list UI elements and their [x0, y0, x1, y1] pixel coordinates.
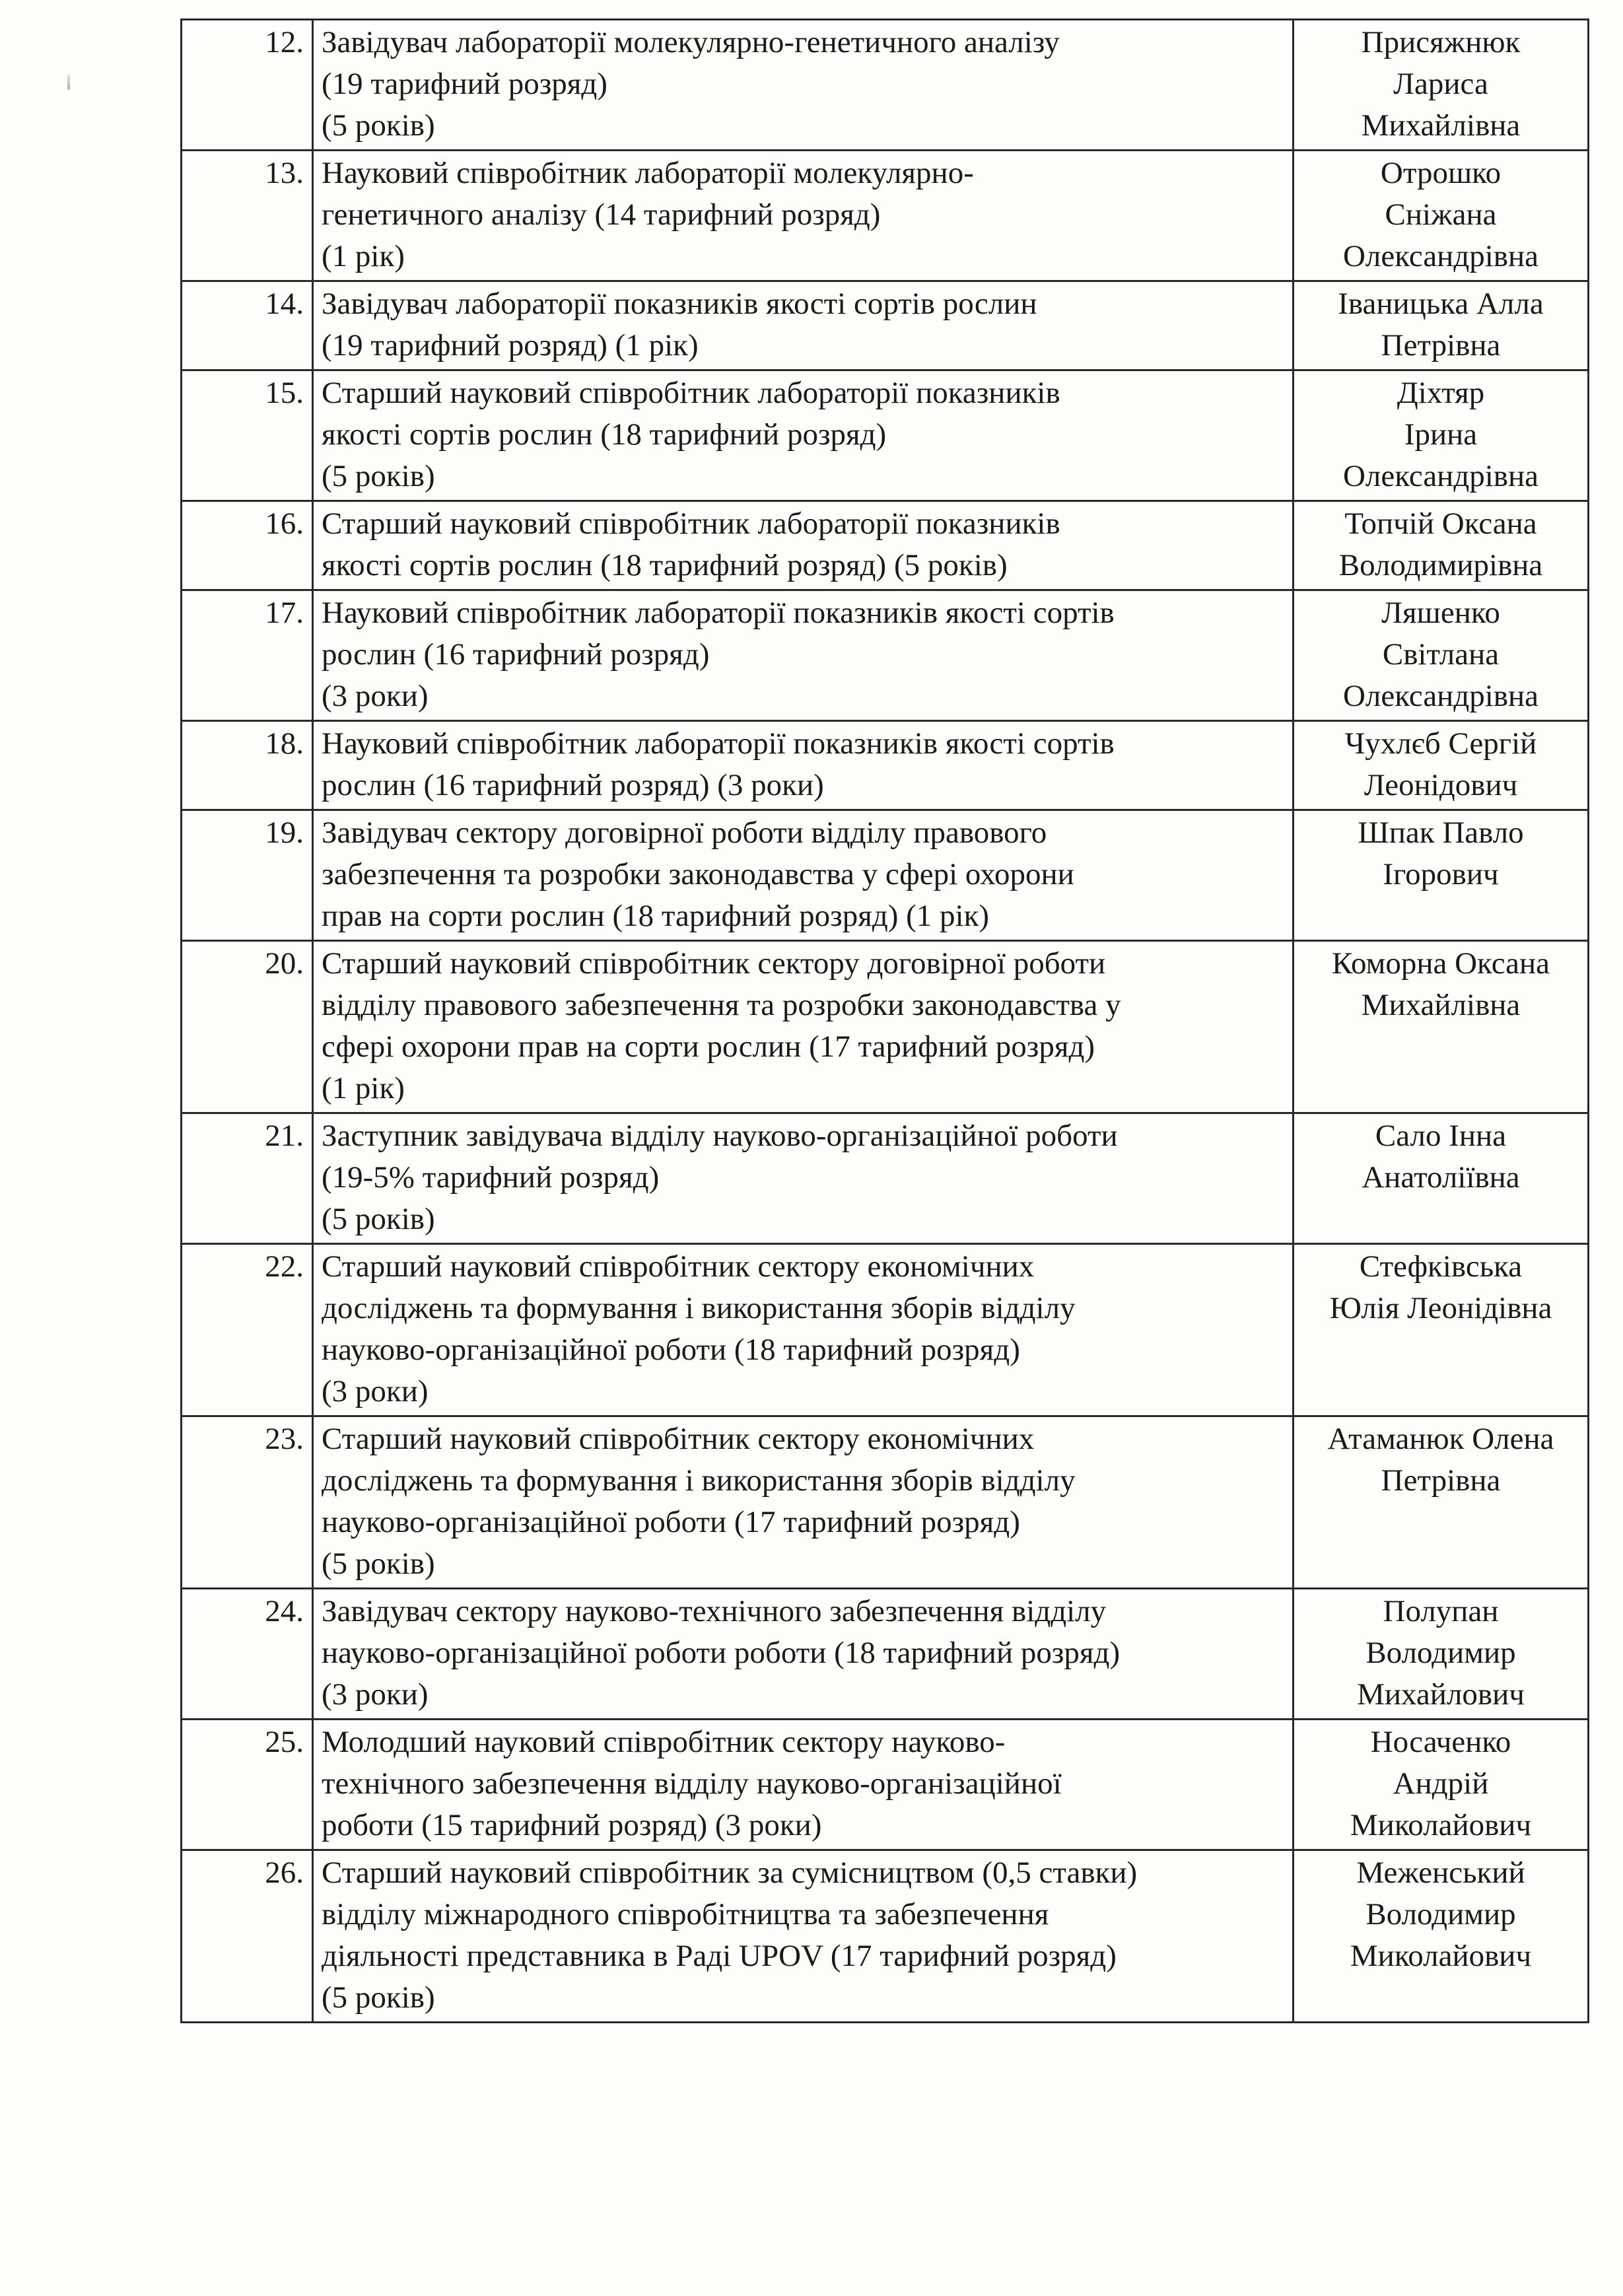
employee-name-line: Олександрівна [1342, 459, 1539, 493]
table-row [182, 1416, 1589, 1589]
table-row [182, 941, 1589, 1113]
employee-name-line: Ірина [1404, 417, 1478, 452]
position-line: Науковий співробітник лабораторії показників якості сортів [322, 596, 1115, 630]
table-row [182, 370, 1589, 501]
employee-name-line: Андрій [1393, 1766, 1489, 1801]
position-line: Старший науковий співробітник за сумісництвом (0,5 ставки) [322, 1856, 1138, 1890]
row-number: 25. [182, 1720, 313, 1850]
employee-name-line: Анатоліївна [1362, 1160, 1520, 1195]
position-line: (5 років) [322, 1980, 435, 2015]
position-line: Старший науковий співробітник лабораторії показників [322, 376, 1060, 410]
employee-name-line: Миколайович [1350, 1808, 1532, 1842]
table-row [182, 20, 1589, 151]
employee-name-line: Володимирівна [1338, 548, 1543, 582]
position-line: (19 тарифний розряд) (1 рік) [322, 328, 699, 363]
table-row [182, 281, 1589, 370]
employee-name-line: Топчій Оксана [1344, 506, 1537, 541]
employee-name-cell [1294, 1589, 1589, 1720]
row-number: 24. [182, 1589, 313, 1720]
employee-name-line: Олександрівна [1342, 679, 1539, 713]
row-number: 21. [182, 1113, 313, 1244]
position-line: досліджень та формування і використання зборів відділу [322, 1463, 1076, 1498]
employee-name-line: Полупан [1383, 1594, 1499, 1628]
employee-name-line: Петрівна [1381, 328, 1501, 363]
position-line: діяльності представника в Раді UPOV (17 тарифний розряд) [322, 1939, 1117, 1973]
position-line: науково-організаційної роботи (18 тарифний розряд) [322, 1333, 1020, 1367]
row-number: 20. [182, 941, 313, 1113]
position-cell [313, 1589, 1294, 1720]
employee-name-cell [1294, 721, 1589, 810]
row-number: 26. [182, 1850, 313, 2023]
position-cell [313, 151, 1294, 281]
employee-name-line: Володимир [1365, 1636, 1516, 1670]
employee-name-line: Шпак Павло [1358, 816, 1524, 850]
employee-name-cell [1294, 281, 1589, 370]
position-cell [313, 20, 1294, 151]
employee-name-line: Петрівна [1381, 1463, 1501, 1498]
employee-name-cell [1294, 941, 1589, 1113]
employee-name-line: Носаченко [1370, 1725, 1511, 1759]
position-line: Завідувач лабораторії молекулярно-генетичного аналізу [322, 25, 1060, 59]
position-cell [313, 1113, 1294, 1244]
employee-name-cell [1294, 1113, 1589, 1244]
employee-name-cell [1294, 1720, 1589, 1850]
position-line: науково-організаційної роботи роботи (18 тарифний розряд) [322, 1636, 1121, 1670]
position-line: відділу правового забезпечення та розробки законодавства у [322, 988, 1121, 1022]
position-line: науково-організаційної роботи (17 тарифний розряд) [322, 1505, 1020, 1539]
employee-name-line: Михайлівна [1361, 108, 1521, 143]
position-line: (3 роки) [322, 679, 429, 713]
employee-name-line: Ляшенко [1381, 596, 1500, 630]
employee-name-line: Присяжнюк [1361, 25, 1521, 59]
row-number: 22. [182, 1244, 313, 1416]
position-line: (1 рік) [322, 239, 405, 273]
employee-name-cell [1294, 20, 1589, 151]
table-row [182, 501, 1589, 590]
row-number: 23. [182, 1416, 313, 1589]
employee-name-line: Юлія Леонідівна [1329, 1291, 1552, 1325]
position-line: Науковий співробітник лабораторії молекулярно- [322, 156, 974, 190]
position-line: (3 роки) [322, 1374, 429, 1409]
position-line: рослин (16 тарифний розряд) (3 роки) [322, 768, 824, 802]
row-number: 18. [182, 721, 313, 810]
row-number: 15. [182, 370, 313, 501]
row-number: 12. [182, 20, 313, 151]
position-line: (5 років) [322, 1547, 435, 1581]
employee-name-line: Отрошко [1380, 156, 1502, 190]
position-line: Старший науковий співробітник лабораторії показників [322, 506, 1060, 541]
employee-name-line: Лариса [1393, 67, 1488, 101]
row-number: 17. [182, 590, 313, 721]
position-cell [313, 1850, 1294, 2023]
position-line: Завідувач сектору договірної роботи відділу правового [322, 816, 1047, 850]
position-line: Старший науковий співробітник сектору економічних [322, 1422, 1035, 1456]
employee-name-cell [1294, 1244, 1589, 1416]
table-row [182, 590, 1589, 721]
employee-name-cell [1294, 501, 1589, 590]
employee-name-line: Іваницька Алла [1338, 287, 1544, 321]
employee-name-line: Сало Інна [1375, 1119, 1507, 1153]
position-cell [313, 501, 1294, 590]
position-line: (19-5% тарифний розряд) [322, 1160, 660, 1195]
position-line: (5 років) [322, 1202, 435, 1236]
scan-artifact [67, 74, 70, 90]
staff-table [180, 18, 1589, 2023]
position-line: Старший науковий співробітник сектору економічних [322, 1249, 1035, 1284]
position-line: рослин (16 тарифний розряд) [322, 637, 710, 672]
employee-name-line: Атаманюк Олена [1327, 1422, 1554, 1456]
employee-name-line: Ігорович [1383, 857, 1499, 891]
position-line: відділу міжнародного співробітництва та забезпечення [322, 1897, 1049, 1931]
position-line: Завідувач лабораторії показників якості сортів рослин [322, 287, 1037, 321]
employee-name-line: Олександрівна [1342, 239, 1539, 273]
employee-name-line: Діхтяр [1397, 376, 1485, 410]
position-cell [313, 941, 1294, 1113]
table-row [182, 721, 1589, 810]
table-row [182, 1589, 1589, 1720]
position-line: (3 роки) [322, 1677, 429, 1712]
employee-name-line: Михайлович [1357, 1677, 1525, 1712]
position-line: Молодший науковий співробітник сектору науково- [322, 1725, 1006, 1759]
employee-name-cell [1294, 590, 1589, 721]
staff-table-body [182, 20, 1589, 2023]
employee-name-line: Коморна Оксана [1331, 946, 1550, 981]
row-number: 13. [182, 151, 313, 281]
position-line: досліджень та формування і використання зборів відділу [322, 1291, 1076, 1325]
position-line: якості сортів рослин (18 тарифний розряд) [322, 417, 887, 452]
position-cell [313, 810, 1294, 941]
employee-name-line: Сніжана [1385, 197, 1497, 232]
employee-name-line: Світлана [1382, 637, 1500, 672]
position-line: Завідувач сектору науково-технічного забезпечення відділу [322, 1594, 1107, 1628]
employee-name-cell [1294, 810, 1589, 941]
employee-name-cell [1294, 151, 1589, 281]
employee-name-cell [1294, 1850, 1589, 2023]
employee-name-line: Леонідович [1364, 768, 1518, 802]
employee-name-cell [1294, 370, 1589, 501]
position-cell [313, 1244, 1294, 1416]
position-line: технічного забезпечення відділу науково-організаційної [322, 1766, 1062, 1801]
table-row [182, 151, 1589, 281]
position-line: (19 тарифний розряд) [322, 67, 607, 101]
employee-name-line: Меженський [1356, 1856, 1525, 1890]
position-cell [313, 1416, 1294, 1589]
row-number: 14. [182, 281, 313, 370]
position-line: Заступник завідувача відділу науково-організаційної роботи [322, 1119, 1118, 1153]
position-cell [313, 590, 1294, 721]
employee-name-line: Миколайович [1350, 1939, 1532, 1973]
position-line: Старший науковий співробітник сектору договірної роботи [322, 946, 1106, 981]
row-number: 19. [182, 810, 313, 941]
position-cell [313, 1720, 1294, 1850]
employee-name-line: Михайлівна [1361, 988, 1521, 1022]
table-row [182, 1113, 1589, 1244]
position-cell [313, 370, 1294, 501]
position-cell [313, 281, 1294, 370]
table-row [182, 810, 1589, 941]
table-row [182, 1720, 1589, 1850]
employee-name-line: Чухлєб Сергій [1344, 726, 1537, 761]
position-line: роботи (15 тарифний розряд) (3 роки) [322, 1808, 822, 1842]
position-line: генетичного аналізу (14 тарифний розряд) [322, 197, 881, 232]
position-line: сфері охорони прав на сорти рослин (17 тарифний розряд) [322, 1029, 1095, 1064]
position-line: якості сортів рослин (18 тарифний розряд) (5 років) [322, 548, 1008, 582]
employee-name-line: Володимир [1365, 1897, 1516, 1931]
position-line: забезпечення та розробки законодавства у сфері охорони [322, 857, 1074, 891]
position-cell [313, 721, 1294, 810]
table-row [182, 1244, 1589, 1416]
position-line: (5 років) [322, 459, 435, 493]
position-line: (5 років) [322, 108, 435, 143]
employee-name-line: Стефківська [1359, 1249, 1523, 1284]
position-line: (1 рік) [322, 1071, 405, 1105]
row-number: 16. [182, 501, 313, 590]
table-row [182, 1850, 1589, 2023]
position-line: Науковий співробітник лабораторії показників якості сортів [322, 726, 1115, 761]
position-line: прав на сорти рослин (18 тарифний розряд) (1 рік) [322, 899, 990, 933]
employee-name-cell [1294, 1416, 1589, 1589]
